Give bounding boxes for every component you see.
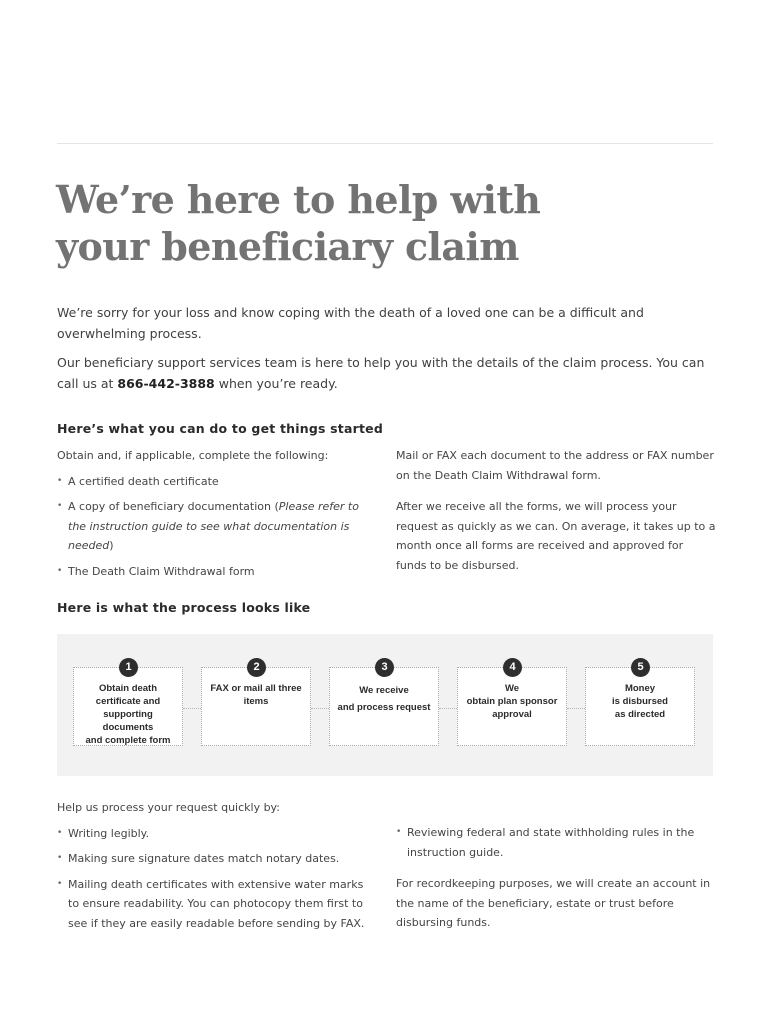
step-connector: [183, 708, 201, 709]
step-label-line: Obtain death: [98, 683, 158, 694]
step-label-line: and complete form: [85, 735, 171, 746]
step-label-line: We receive: [359, 685, 409, 696]
process-step-5: [585, 661, 695, 746]
step-connector: [567, 708, 585, 709]
list-item: • Making sure signature dates match notary dates.: [57, 849, 377, 869]
mail-fax-paragraph: Mail or FAX each document to the address or FAX number on the Death Claim Withdrawal form.: [396, 449, 714, 482]
process-diagram: [57, 634, 713, 776]
step-label-line: supporting documents: [102, 709, 154, 733]
step-number-badge: 3: [375, 658, 394, 677]
step-label-line: items: [243, 696, 269, 707]
list-item: • Reviewing federal and state withholding rules in the instruction guide.: [396, 823, 716, 862]
list-item: • Mailing death certificates with extensive water marks to ensure readability. You can photocopy them first to see if they are easily readable before sending by FAX.: [57, 875, 377, 934]
step-label-line: approval: [492, 709, 532, 720]
step-number-badge: 1: [119, 658, 138, 677]
process-step-3: [329, 661, 439, 746]
top-divider: [57, 143, 713, 144]
step-label: [78, 682, 178, 747]
list-item: • Writing legibly.: [57, 824, 377, 844]
process-step-4: [457, 661, 567, 746]
list-item: • A certified death certificate: [57, 472, 377, 492]
step-label: [206, 682, 306, 708]
step-label: [334, 682, 434, 716]
intro-paragraph-1: We’re sorry for your loss and know coping with the death of a loved one can be a difficult and overwhelming process.: [57, 305, 644, 341]
bullet-text: A copy of beneficiary documentation (: [68, 500, 279, 513]
process-step-1: [73, 661, 183, 746]
help-tips-list-2: [396, 823, 716, 862]
get-started-left-column: [57, 446, 377, 581]
step-label-line: We: [504, 683, 520, 694]
help-tips-list: [57, 824, 377, 934]
title-line-1: We’re here to help with: [56, 177, 541, 222]
help-right-column: [396, 823, 716, 933]
step-label-line: FAX or mail all three: [210, 683, 302, 694]
get-started-lead: Obtain and, if applicable, complete the following:: [57, 449, 329, 462]
documents-list: [57, 472, 377, 582]
bullet-text: ): [109, 539, 114, 552]
bullet-italic-note: Please refer to the instruction guide to see what documentation is needed: [68, 500, 359, 552]
recordkeeping-paragraph: For recordkeeping purposes, we will create an account in the name of the beneficiary, estate or trust before disbursing funds.: [396, 877, 711, 929]
get-started-right-column: [396, 446, 716, 575]
step-label: [590, 682, 690, 721]
step-number-badge: 4: [503, 658, 522, 677]
list-item: [57, 497, 377, 556]
process-heading: Here is what the process looks like: [57, 600, 311, 615]
intro-paragraph-2: [57, 352, 717, 394]
step-label: [462, 682, 562, 721]
process-step-2: [201, 661, 311, 746]
intro-text-after: when you’re ready.: [214, 376, 338, 391]
step-connector: [439, 708, 457, 709]
title-line-2: your beneficiary claim: [56, 224, 519, 269]
help-left-column: [57, 798, 377, 933]
step-label-line: as directed: [614, 709, 666, 720]
step-label-line: certificate and: [95, 696, 161, 707]
step-label-line: obtain plan sponsor: [466, 696, 558, 707]
help-lead: Help us process your request quickly by:: [57, 801, 280, 814]
step-label-line: is disbursed: [612, 696, 668, 707]
step-label-line: and process request: [337, 702, 431, 713]
processing-time-paragraph: After we receive all the forms, we will process your request as quickly as we can. On average, it takes up to a month once all forms are received and approved for funds to be disbursed.: [396, 500, 716, 572]
step-connector: [311, 708, 329, 709]
page-title: [56, 176, 696, 270]
phone-number: 866-442-3888: [117, 376, 215, 391]
list-item: • The Death Claim Withdrawal form: [57, 562, 377, 582]
step-number-badge: 2: [247, 658, 266, 677]
step-number-badge: 5: [631, 658, 650, 677]
step-label-line: Money: [624, 683, 656, 694]
intro-text-before: Our beneficiary support services team is here to help you with the details of the claim process. You can call us at: [57, 355, 705, 391]
get-started-heading: Here’s what you can do to get things started: [57, 421, 383, 436]
